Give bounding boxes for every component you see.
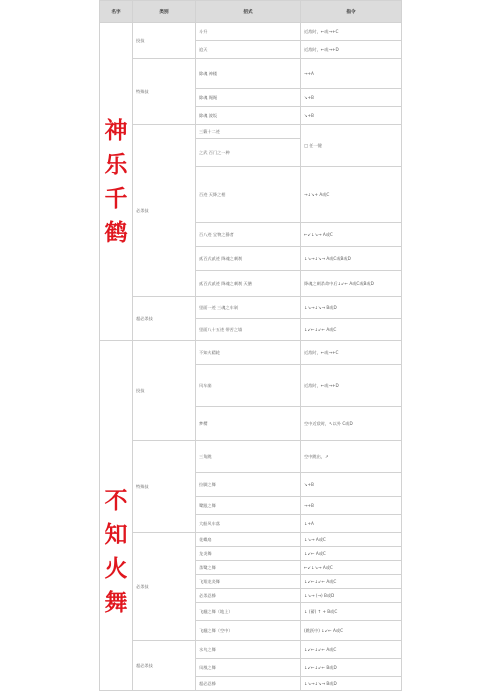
command-cell: ↘+B — [301, 89, 402, 107]
header-row — [100, 1, 402, 23]
move-cell: 龙炎舞 — [196, 547, 301, 561]
table-row — [100, 59, 402, 89]
table-row — [100, 441, 402, 473]
command-cell: →↓↘+ A或C — [301, 167, 402, 223]
command-cell: ↓ (蓄) ↑ + B或C — [301, 603, 402, 621]
move-cell: 贰百式贰迹 降魂之刺刹 天膳 — [196, 271, 301, 297]
table-row — [100, 533, 402, 547]
command-cell: ↓↘→↓↘→ B或D — [301, 677, 402, 691]
move-cell: 风车崩 — [196, 365, 301, 407]
move-cell: 除魂 波坂 — [196, 107, 301, 125]
move-cell: 三籁十二迹 — [196, 125, 301, 139]
move-cell: 飞翻之舞（空中） — [196, 621, 301, 641]
move-cell: 花蝶扇 — [196, 533, 301, 547]
command-cell: ↘+B — [301, 107, 402, 125]
move-list-sheet — [99, 0, 401, 686]
move-cell: 飞翻之舞（地上） — [196, 603, 301, 621]
header-name: 名字 — [100, 1, 133, 23]
command-cell: 降魂之刺杀命中后↓↙← A或C或B或D — [301, 271, 402, 297]
category-cell: 必杀技 — [133, 533, 196, 641]
command-cell: →+A — [301, 59, 402, 89]
table-row — [100, 23, 402, 41]
move-cell: 飞翔龙炎舞 — [196, 575, 301, 589]
move-cell: 贰百式贰迹 降魂之刺刹 — [196, 247, 301, 271]
header-move: 招式 — [196, 1, 301, 23]
move-cell: 百八迹 宝物之静者 — [196, 223, 301, 247]
move-cell: 三角跳 — [196, 441, 301, 473]
command-cell: ←↙↓↘→ A或C — [301, 223, 402, 247]
command-cell: ↓↘→ A或C — [301, 533, 402, 547]
header-command: 指令 — [301, 1, 402, 23]
table-row — [100, 297, 402, 319]
category-cell: 投技 — [133, 341, 196, 441]
table-row — [100, 641, 402, 659]
command-cell: 近敌时，←或→+D — [301, 41, 402, 59]
command-cell: (跳跃中) ↓↙← A或C — [301, 621, 402, 641]
move-cell: 里面一迹 三魂之车剁 — [196, 297, 301, 319]
table-row — [100, 125, 402, 139]
move-cell: 百迹 天降之相 — [196, 167, 301, 223]
move-cell: 之武 百门之一种 — [196, 139, 301, 167]
character-name-mai: 不 知 火 舞 — [100, 341, 133, 691]
command-cell: ↓↙←↓↙← A或C — [301, 641, 402, 659]
move-cell: 凤凰之舞 — [196, 659, 301, 677]
move-cell: 梦樱 — [196, 407, 301, 441]
command-cell: 近敌时，←或→+C — [301, 341, 402, 365]
category-cell: 超必杀技 — [133, 641, 196, 691]
header-category: 类别 — [133, 1, 196, 23]
category-cell: 超必杀技 — [133, 297, 196, 341]
move-cell: 不知火精轮 — [196, 341, 301, 365]
move-cell: 水鸟之舞 — [196, 641, 301, 659]
move-cell: 杀鹭之舞 — [196, 561, 301, 575]
command-cell: ↓↘→↓↘→ A或C或B或D — [301, 247, 402, 271]
command-cell: 空中近敌时，↖以外 C或D — [301, 407, 402, 441]
command-cell: ↘+B — [301, 473, 402, 497]
command-cell: →+B — [301, 497, 402, 515]
move-cell: 鹭跟之舞 — [196, 497, 301, 515]
command-cell: ↓↙←↓↙← B或D — [301, 659, 402, 677]
category-cell: 特殊技 — [133, 441, 196, 533]
move-cell: 除魂 神楼 — [196, 59, 301, 89]
move-cell: 必杀忍蜂 — [196, 589, 301, 603]
move-cell: 超必忍蜂 — [196, 677, 301, 691]
command-cell: ←↙↓↘→ A或C — [301, 561, 402, 575]
move-cell: 里面八十五迹 带苦之墙 — [196, 319, 301, 341]
character-name-chizuru: 神 乐 千 鹤 — [100, 23, 133, 341]
move-cell: 追天 — [196, 41, 301, 59]
command-cell: ↓↙←↓↙← A或C — [301, 575, 402, 589]
move-cell: 拉脚之舞 — [196, 473, 301, 497]
command-cell: ↓↘→↓↘→ B或D — [301, 297, 402, 319]
command-cell: ↓+A — [301, 515, 402, 533]
category-cell: 特殊技 — [133, 59, 196, 125]
move-cell: 斗升 — [196, 23, 301, 41]
move-cell: 大船风车落 — [196, 515, 301, 533]
command-cell: 近敌时，←或→+C — [301, 23, 402, 41]
command-cell: 近敌时，←或→+D — [301, 365, 402, 407]
command-cell: ↓↙←↓↙← A或C — [301, 319, 402, 341]
move-cell: 除魂 绳绳 — [196, 89, 301, 107]
move-table — [99, 0, 402, 691]
command-cell: 空中跳出，↗ — [301, 441, 402, 473]
command-cell: □ 任一键 — [301, 125, 402, 167]
command-cell: ↓↘→ (→) B或D — [301, 589, 402, 603]
category-cell: 必杀技 — [133, 125, 196, 297]
command-cell: ↓↙← A或C — [301, 547, 402, 561]
category-cell: 投技 — [133, 23, 196, 59]
table-row — [100, 341, 402, 365]
